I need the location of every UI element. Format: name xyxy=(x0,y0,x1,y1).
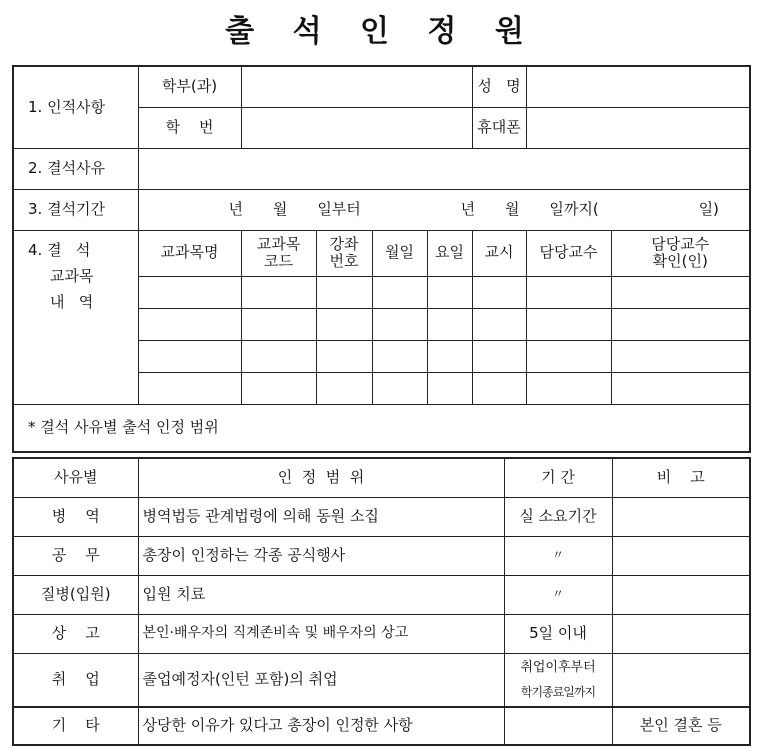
application-form-table xyxy=(12,65,751,453)
period-day-to: 일까지( xyxy=(549,199,599,218)
col-period: 교시 xyxy=(472,230,526,276)
period-month-from: 월 xyxy=(272,199,288,218)
table-row: 기 타 상당한 이유가 있다고 총장이 인정한 사항 본인 결혼 등 xyxy=(13,707,750,745)
phone-label: 휴대폰 xyxy=(472,107,526,148)
absence-reason-field[interactable] xyxy=(138,148,750,189)
absence-period-field[interactable] xyxy=(138,189,750,230)
col-section-no: 강좌 번호 xyxy=(316,230,372,276)
col-remark: 비 고 xyxy=(612,458,750,497)
personal-info-label: 1. 인적사항 xyxy=(13,66,138,148)
col-duration: 기 간 xyxy=(504,458,612,497)
dept-field[interactable] xyxy=(241,66,472,107)
col-course-code: 교과목 코드 xyxy=(241,230,316,276)
col-course-name: 교과목명 xyxy=(138,230,241,276)
col-confirm: 담당교수 확인(인) xyxy=(611,230,750,276)
period-year-to: 년 xyxy=(460,199,476,218)
col-month-day: 월일 xyxy=(372,230,427,276)
absence-period-label: 3. 결석기간 xyxy=(13,189,138,230)
period-days-total: 일) xyxy=(698,199,719,218)
absence-reason-label: 2. 결석사유 xyxy=(13,148,138,189)
col-scope: 인 정 범 위 xyxy=(138,458,504,497)
table-row: 취 업 졸업예정자(인턴 포함)의 취업 취업이후부터 학기종료일까지 xyxy=(13,653,750,707)
table-row: 공 무 총장이 인정하는 각종 공식행사 〃 xyxy=(13,536,750,575)
student-no-label: 학 번 xyxy=(138,107,241,148)
col-weekday: 요일 xyxy=(427,230,472,276)
phone-field[interactable] xyxy=(526,107,750,148)
name-field[interactable] xyxy=(526,66,750,107)
col-reason: 사유별 xyxy=(13,458,138,497)
name-label: 성 명 xyxy=(472,66,526,107)
student-no-field[interactable] xyxy=(241,107,472,148)
page-title: 출 석 인 정 원 xyxy=(225,14,538,49)
table-row: 질병(입원) 입원 치료 〃 xyxy=(13,575,750,614)
col-professor: 담당교수 xyxy=(526,230,611,276)
scope-note: * 결석 사유별 출석 인정 범위 xyxy=(13,404,750,452)
period-month-to: 월 xyxy=(505,199,520,218)
table-row: 병 역 병역법등 관계법령에 의해 동원 소집 실 소요기간 xyxy=(13,497,750,536)
absent-course-label: 4. 결 석 교과목 내 역 xyxy=(13,230,138,404)
attendance-scope-table xyxy=(12,457,751,746)
dept-label: 학부(과) xyxy=(138,66,241,107)
table-row: 상 고 본인·배우자의 직계존비속 및 배우자의 상고 5일 이내 xyxy=(13,614,750,653)
period-year-from: 년 xyxy=(228,199,243,218)
period-day-from: 일부터 xyxy=(317,199,361,218)
